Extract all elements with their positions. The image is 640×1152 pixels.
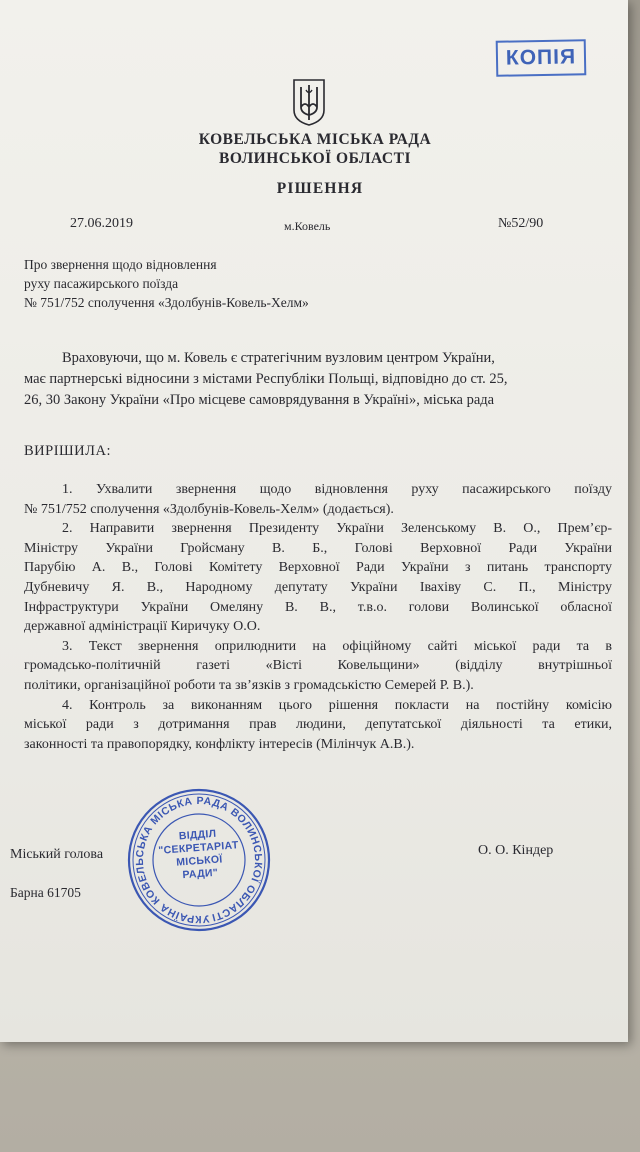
copy-stamp: КОПІЯ <box>496 39 587 77</box>
preamble-paragraph <box>24 348 606 411</box>
item-line: Дубневичу Я. В., Народному депутату України Іваxіву С. П., Міністру <box>24 579 612 595</box>
preamble-line: має партнерські відносини з містами Республіки Польщі, відповідно до ст. 25, <box>24 371 508 387</box>
item-line: 1. Ухвалити звернення щодо відновлення руху пасажирського поїзду <box>62 482 612 497</box>
item-line: законності та правопорядку, конфлікту інтересів (Мілінчук А.В.). <box>24 736 415 752</box>
item-line: 4. Контроль за виконанням цього рішення покласти на постійну комісію <box>62 697 612 713</box>
seal-center-line: ВІДДІЛ <box>178 827 217 843</box>
org-line-2: ВОЛИНСЬКОЇ ОБЛАСТІ <box>219 150 411 167</box>
seal-outer-text: УКРАЇНА КОВЕЛЬСЬКА МІСЬКА РАДА ВОЛИНСЬКОЇ ОБЛАСТІ <box>133 794 265 926</box>
resolution-items <box>24 480 612 754</box>
decided-heading: ВИРІШИЛА: <box>24 443 111 459</box>
seal-center-text <box>147 826 250 885</box>
document-date: 27.06.2019 <box>70 216 133 231</box>
trident-coat-of-arms-icon <box>291 77 327 127</box>
preamble-line: Враховуючи, що м. Ковель є стратегічним вузловим центром України, <box>62 350 495 366</box>
document-type: РІШЕННЯ <box>276 180 364 197</box>
seal-center-line: РАДИ" <box>182 866 219 882</box>
subject-line: Про звернення щодо відновлення <box>24 257 217 272</box>
seal-center-line: "СЕКРЕТАРІАТ <box>158 839 239 857</box>
document-number: №52/90 <box>498 216 544 231</box>
executor-note: Барна 61705 <box>10 885 81 900</box>
item-line: Інфраструктури України Омеляну В. В., т.в.о. голови Волинської обласної <box>24 599 612 615</box>
item-line: громадсько-політичній газеті «Вісті Ковельщини» (відділу внутрішньої <box>24 658 612 674</box>
preamble-line: 26, 30 Закону України «Про місцеве самоврядування в Україні», міська рада <box>24 392 495 408</box>
item-line: міської ради з дотримання прав людини, депутатської діяльності та етики, <box>24 717 612 733</box>
item-line: 2. Направити звернення Президенту України Зеленському В. О., Прем’єр- <box>62 521 612 537</box>
organization-name <box>120 130 510 168</box>
item-line: Парубію А. В., Голові Комітету Верховної Ради України з питань транспорту <box>24 560 612 576</box>
item-line: 3. Текст звернення оприлюднити на офіційному сайті міської ради та в <box>62 638 612 654</box>
item-line: № 751/752 сполучення «Здолбунів-Ковель-Хелм» (додається). <box>24 501 394 517</box>
document-city: м.Ковель <box>284 219 331 233</box>
subject-block <box>24 255 404 312</box>
seal-center-line: МІСЬКОЇ <box>175 853 223 869</box>
subject-line: руху пасажирського поїзда <box>24 276 179 291</box>
signer-name: О. О. Кіндер <box>478 843 554 858</box>
item-line: Міністру України Гройсману В. Б., Голові Верховної Ради України <box>24 540 612 556</box>
signer-position: Міський голова <box>10 847 104 862</box>
org-line-1: КОВЕЛЬСЬКА МІСЬКА РАДА <box>198 131 432 148</box>
item-line: політики, організаційної роботи та зв’язків з громадськістю Семерей Р. В.). <box>24 677 474 693</box>
item-line: державної адміністрації Киричуку О.О. <box>24 619 261 635</box>
subject-line: № 751/752 сполучення «Здолбунів-Ковель-Хелм» <box>24 295 309 310</box>
